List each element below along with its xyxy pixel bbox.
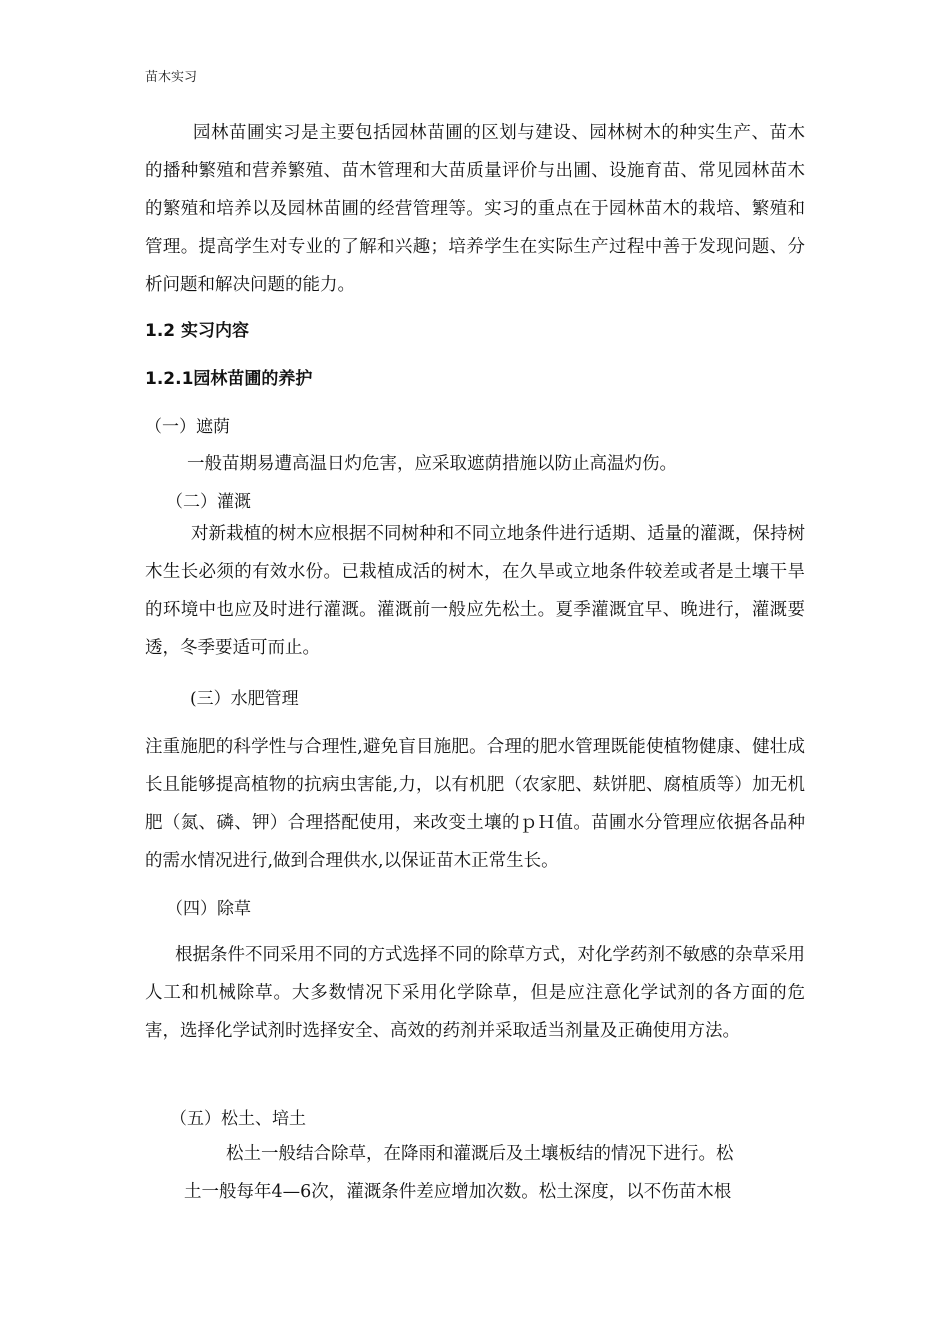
page-header: 苗木实习 bbox=[145, 70, 198, 85]
item-label-weeding: （四）除草 bbox=[166, 899, 251, 919]
section-heading: 1.2 实习内容 bbox=[145, 321, 250, 341]
item-text-weeding: 根据条件不同采用不同的方式选择不同的除草方式，对化学药剂不敏感的杂草采用人工和机械除草。大多数情况下采用化学除草，但是应注意化学试剂的各方面的危害，选择化学试剂时选择安全、高效的药剂并采取适当剂量及正确使用方法。 bbox=[145, 945, 805, 1041]
item-label-irrigation: （二）灌溉 bbox=[166, 492, 251, 512]
item-label-shade: （一）遮荫 bbox=[145, 417, 230, 437]
subsection-heading: 1.2.1园林苗圃的养护 bbox=[145, 369, 313, 389]
item-text-irrigation: 对新栽植的树木应根据不同树种和不同立地条件进行适期、适量的灌溉，保持树木生长必须的有效水份。已栽植成活的树木，在久旱或立地条件较差或者是土壤干旱的环境中也应及时进行灌溉。灌溉前一般应先松土。夏季灌溉宜早、晚进行，灌溉要透，冬季要适可而止。 bbox=[145, 524, 805, 658]
item-text-loosening-line2: 土一般每年4—6次，灌溉条件差应增加次数。松土深度，以不伤苗木根 bbox=[184, 1182, 732, 1202]
item-label-water-fertilizer: (三）水肥管理 bbox=[190, 689, 299, 709]
item-text-water-fertilizer: 注重施肥的科学性与合理性,避免盲目施肥。合理的肥水管理既能使植物健康、健壮成长且能够提高植物的抗病虫害能,力，以有机肥（农家肥、麸饼肥、腐植质等）加无机肥（氮、磷、钾）合理搭配使用，来改变土壤的ｐＨ值。苗圃水分管理应依据各品种的需水情况进行,做到合理供水,以保证苗木正常生长。 bbox=[145, 737, 805, 871]
intro-paragraph: 园林苗圃实习是主要包括园林苗圃的区划与建设、园林树木的种实生产、苗木的播种繁殖和营养繁殖、苗木管理和大苗质量评价与出圃、设施育苗、常见园林苗木的繁殖和培养以及园林苗圃的经营管理等。实习的重点在于园林苗木的栽培、繁殖和管理。提高学生对专业的了解和兴趣；培养学生在实际生产过程中善于发现问题、分析问题和解决问题的能力。 bbox=[145, 123, 805, 295]
item-text-loosening-line1: 松土一般结合除草，在降雨和灌溉后及土壤板结的情况下进行。松 bbox=[226, 1144, 734, 1164]
item-text-shade: 一般苗期易遭高温日灼危害，应采取遮荫措施以防止高温灼伤。 bbox=[187, 454, 677, 474]
item-label-loosening: （五）松土、培土 bbox=[170, 1109, 306, 1129]
